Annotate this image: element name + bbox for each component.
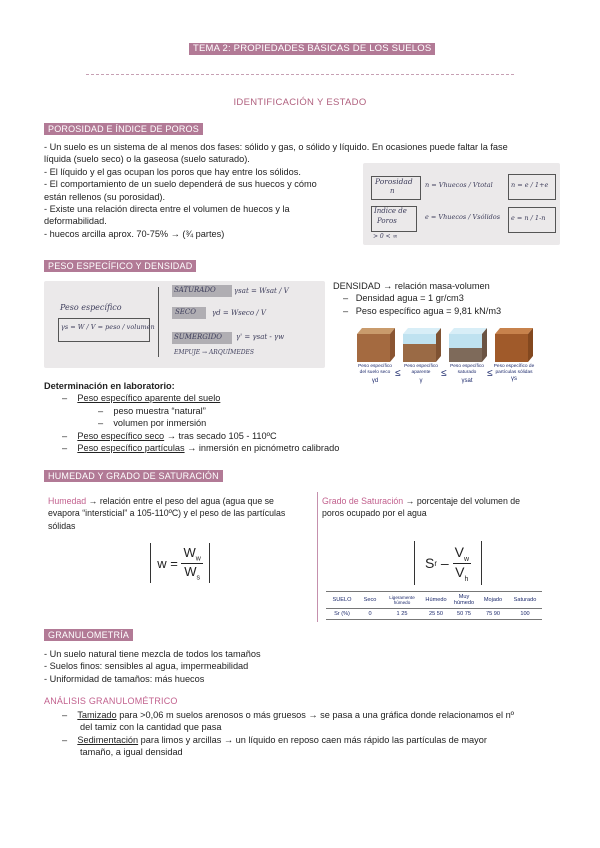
humedad-line: evapora “intersticial” a 105-110ºC) y el peso de las partículas: [48, 508, 286, 519]
porosidad-line: deformabilidad.: [44, 216, 107, 227]
compare-label: Peso específico aparente: [404, 364, 438, 375]
table-header-cell: Seco: [358, 592, 382, 609]
porosidad-line: líquida (suelo seco) o la gaseosa (suelo saturado).: [44, 154, 250, 165]
table-cell: 25 50: [422, 609, 450, 620]
formula-den: V: [455, 563, 465, 580]
humedad-line: → relación entre el peso del agua (agua que se: [86, 496, 274, 506]
table-cell: 100: [508, 609, 542, 620]
lab-title: Determinación en laboratorio:: [44, 381, 175, 391]
granulometria-line: - Un suelo natural tiene mezcla de todos los tamaños: [44, 649, 261, 659]
granulometria-line: - Uniformidad de tamaños: más huecos: [44, 673, 205, 684]
hw-text: SUMERGIDO: [174, 333, 222, 341]
hw-text: > 0 < ∞: [373, 233, 398, 240]
compare-symbol: γ: [419, 378, 423, 384]
hw-formula: n = e / 1+e: [511, 181, 549, 189]
tamizado-text: para >0,06 m suelos arenosos o más gruesos → se pasa a una gráfica donde relacionamos el nº: [116, 710, 515, 720]
saturacion-line: → porcentaje del volumen de: [403, 496, 521, 506]
compare-sign: ≤: [395, 368, 401, 379]
porosidad-line: - El comportamiento de un suelo dependerá de sus huecos y cómo: [44, 179, 317, 190]
formula-num: W: [183, 544, 196, 560]
saturacion-line: poros ocupado por el agua: [322, 508, 427, 519]
humedad-term: Humedad: [48, 496, 87, 506]
tamizado-term: Tamizado: [77, 710, 117, 720]
lab-item-detail: → tras secado 105 - 110ºC: [164, 430, 277, 441]
formula-sub: w: [463, 555, 469, 563]
table-cell: 1 25: [382, 609, 422, 620]
hw-text: SATURADO: [174, 286, 216, 294]
table-header-cell: Muy húmedo: [450, 592, 478, 609]
porosidad-line: - Existe una relación directa entre el volumen de huecos y la: [44, 204, 290, 215]
densidad-block: DENSIDAD → relación masa-volumen – Densidad agua = 1 gr/cm3 – Peso específico agua = 9,81 kN/m3: [333, 281, 502, 316]
hw-text: Porosidad: [375, 177, 413, 186]
formula-num: V: [454, 543, 464, 560]
table-cell: Sr (%): [326, 609, 358, 620]
saturacion-def: [322, 495, 562, 520]
compare-label: Peso específico de partículas sólidas: [493, 364, 535, 375]
sedimentacion-text: tamaño, a igual densidad: [80, 747, 183, 758]
lab-subitem: peso muestra “natural”: [113, 405, 206, 416]
analisis-items: – Tamizado para >0,06 m suelos arenosos o más gruesos → se pasa a una gráfica donde relacionamos el nº del tamiz con la cantidad que pasa – Sedimentación para limos y arcillas → un líquido en reposo caen más rápido las partículas de mayor tamaño, a igual densidad: [62, 710, 515, 758]
humedad-line: sólidas: [48, 520, 76, 531]
hw-formula: γ' = γsat - γw: [236, 333, 285, 341]
soil-cubes-illustration: [355, 324, 535, 364]
porosidad-line: - huecos arcilla aprox. 70-75% → (¾ partes): [44, 228, 225, 239]
densidad-title: DENSIDAD → relación masa-volumen: [333, 281, 490, 291]
table-cell: 0: [358, 609, 382, 620]
table-header-cell: Saturado: [508, 592, 542, 609]
humedad-formula: w = $\frac{W_w}{W_s}$: [150, 543, 210, 583]
saturation-table: [326, 591, 542, 620]
densidad-item: Peso específico agua = 9,81 kN/m3: [355, 305, 502, 316]
table-cell: 75 90: [478, 609, 508, 620]
hw-formula: γsat = Wsat / V: [234, 287, 289, 295]
hw-formula: n = Vhuecos / Vtotal: [425, 181, 493, 189]
hw-text: Peso específico: [60, 303, 122, 312]
hw-formula: γd = Wseco / V: [212, 309, 266, 317]
formula-sub: w: [195, 555, 201, 563]
table-header-cell: SUELO: [326, 592, 358, 609]
peso-whiteboard-image: [44, 281, 325, 368]
tamizado-text: del tamiz con la cantidad que pasa: [80, 722, 222, 733]
densidad-item: Densidad agua = 1 gr/cm3: [355, 293, 464, 304]
sedimentacion-text: para limos y arcillas → un líquido en reposo caen más rápido las partículas de mayor: [138, 734, 487, 745]
hw-formula: e = Vhuecos / Vsólidos: [425, 213, 501, 221]
lab-subitem: volumen por inmersión: [113, 418, 207, 429]
compare-label: Peso específico saturado: [450, 364, 484, 375]
analisis-title: ANÁLISIS GRANULOMÉTRICO: [44, 696, 178, 706]
formula-den: W: [184, 563, 197, 579]
laboratorio-block: Determinación en laboratorio: – Peso específico aparente del suelo – peso muestra “natural” – volumen por inmersión – Peso específico seco → tras secado 105 - 110ºC – Peso específico partículas → inmersión en picnómetro calibrado: [44, 381, 340, 454]
compare-label: Peso específico del suelo seco: [358, 364, 392, 375]
hw-text: Índice de: [374, 207, 407, 215]
sedimentacion-term: Sedimentación: [77, 734, 139, 745]
formula-sub: s: [196, 574, 200, 582]
porosity-whiteboard-image: [363, 163, 560, 245]
hw-formula: e = n / 1-n: [511, 214, 546, 222]
saturacion-formula: S r – $\frac{V_w}{V_h}$: [414, 541, 482, 585]
heading-granulometria: GRANULOMETRÍA: [44, 629, 133, 641]
hw-text: EMPUJE → ARQUÍMEDES: [174, 349, 254, 356]
compare-sign: ≤: [487, 368, 493, 379]
formula-lhs: S: [425, 555, 435, 571]
table-header-cell: Mojado: [478, 592, 508, 609]
humedad-def: [48, 495, 310, 532]
section-subtitle: IDENTIFICACIÓN Y ESTADO: [233, 97, 367, 108]
compare-sign: ≤: [441, 368, 447, 379]
hw-text: Poros: [377, 217, 397, 225]
compare-symbol: γs: [511, 376, 517, 382]
table-cell: 50 75: [450, 609, 478, 620]
compare-symbol: γsat: [461, 378, 473, 384]
table-header-cell: Húmedo: [422, 592, 450, 609]
table-header-cell: Ligeramente húmedo: [382, 592, 422, 609]
dashed-divider: [86, 74, 514, 75]
lab-item: Peso específico partículas: [77, 443, 185, 454]
compare-symbol: γd: [371, 378, 379, 384]
column-divider: [317, 492, 318, 622]
heading-porosidad: POROSIDAD E ÍNDICE DE POROS: [44, 123, 203, 135]
heading-peso: PESO ESPECÍFICO Y DENSIDAD: [44, 260, 196, 272]
porosidad-line: - El líquido y el gas ocupan los poros que hay entre los sólidos.: [44, 166, 301, 177]
lab-item: Peso específico seco: [77, 430, 165, 441]
formula-sub: r: [434, 558, 438, 568]
formula-lhs: w: [157, 555, 167, 571]
soil-comparison-figure: [355, 324, 535, 416]
lab-item: Peso específico aparente del suelo: [77, 393, 221, 404]
porosidad-line: - Un suelo es un sistema de al menos dos fases: sólido y gas, o sólido y líquido. En ocasiones puede faltar la fase: [44, 142, 508, 152]
granulometria-line: - Suelos finos: sensibles al agua, impermeabilidad: [44, 661, 249, 672]
heading-humedad: HUMEDAD Y GRADO DE SATURACIÓN: [44, 470, 223, 482]
formula-sub: h: [464, 575, 469, 583]
hw-formula: γs = W / V = peso / volumen: [61, 323, 155, 331]
granulometria-text: [44, 648, 261, 685]
lab-item-detail: → inmersión en picnómetro calibrado: [184, 443, 340, 454]
hw-text: SECO: [175, 308, 196, 316]
porosidad-line: están rellenos (su porosidad).: [44, 191, 166, 202]
hw-text: n: [390, 187, 395, 195]
doc-title: TEMA 2: PROPIEDADES BÁSICAS DE LOS SUELOS: [189, 43, 435, 55]
saturacion-term: Grado de Saturación: [322, 496, 404, 506]
